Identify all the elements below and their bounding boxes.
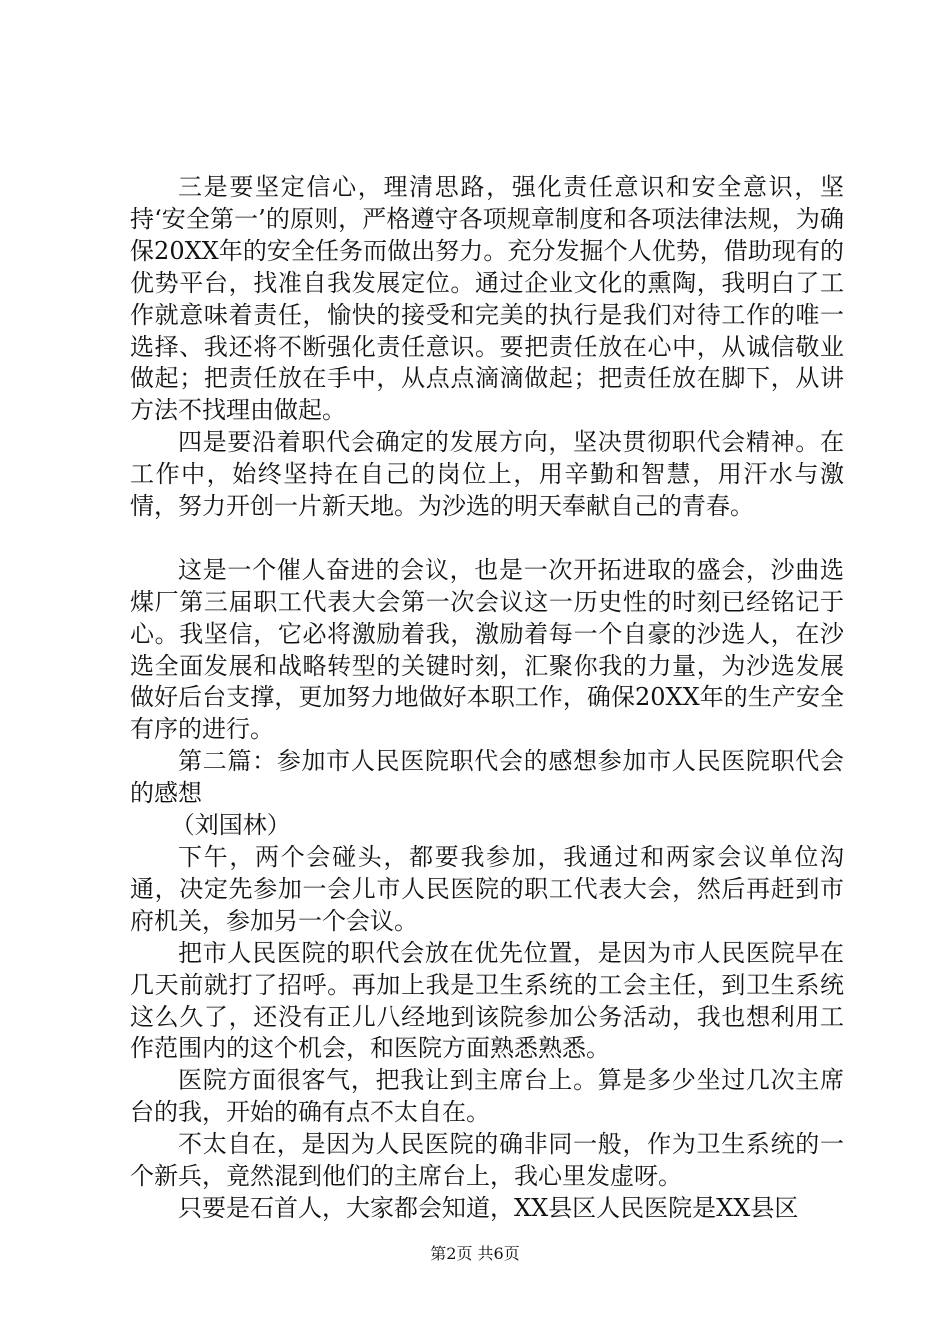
- paragraph-8: 只要是石首人，大家都会知道，XX县区人民医院是XX县区: [178, 1193, 799, 1222]
- document-body: [130, 172, 844, 1225]
- paragraph-5: 把市人民医院的职代会放在优先位置，是因为市人民医院早在几天前就打了招呼。再加上我是卫生系统的工会主任，到卫生系统这么久了，还没有正儿八经地到该院参加公务活动，我也想利用工作范围内的这个机会，和医院方面熟悉熟悉。: [130, 938, 844, 1063]
- page-number-footer: 第2页 共6页: [430, 1244, 520, 1263]
- paragraph-2: 四是要沿着职代会确定的发展方向，坚决贯彻职代会精神。在工作中，始终坚持在自己的岗位上，用辛勤和智慧，用汗水与激情，努力开创一片新天地。为沙选的明天奉献自己的青春。: [130, 428, 844, 521]
- paragraph-1: 三是要坚定信心，理清思路，强化责任意识和安全意识，坚持‘安全第一’的原则，严格遵守各项规章制度和各项法律法规，为确保20XX年的安全任务而做出努力。充分发掘个人优势，借助现有的优势平台，找准自我发展定位。通过企业文化的熏陶，我明白了工作就意味着责任，愉快的接受和完美的执行是我们对待工作的唯一选择、我还将不断强化责任意识。要把责任放在心中，从诚信敬业做起；把责任放在手中，从点点滴滴做起；把责任放在脚下，从讲方法不找理由做起。: [130, 173, 844, 425]
- paragraph-7: 不太自在，是因为人民医院的确非同一般，作为卫生系统的一个新兵，竟然混到他们的主席台上，我心里发虚呀。: [130, 1130, 844, 1191]
- paragraph-3: 这是一个催人奋进的会议，也是一次开拓进取的盛会，沙曲选煤厂第三届职工代表大会第一次会议这一历史性的时刻已经铭记于心。我坚信，它必将激励着我，激励着每一个自豪的沙选人，在沙选全面发展和战略转型的关键时刻，汇聚你我的力量，为沙选发展做好后台支撑，更加努力地做好本职工作，确保20XX年的生产安全有序的进行。: [130, 555, 844, 744]
- author-line: （刘国林）: [170, 811, 291, 840]
- paragraph-4: 下午，两个会碰头，都要我参加，我通过和两家会议单位沟通，决定先参加一会儿市人民医院的职工代表大会，然后再赶到市府机关，参加另一个会议。: [130, 843, 844, 935]
- paragraph-6: 医院方面很客气，把我让到主席台上。算是多少坐过几次主席台的我，开始的确有点不太自在。: [130, 1066, 844, 1127]
- section-heading: 第二篇：参加市人民医院职代会的感想参加市人民医院职代会的感想: [130, 747, 844, 808]
